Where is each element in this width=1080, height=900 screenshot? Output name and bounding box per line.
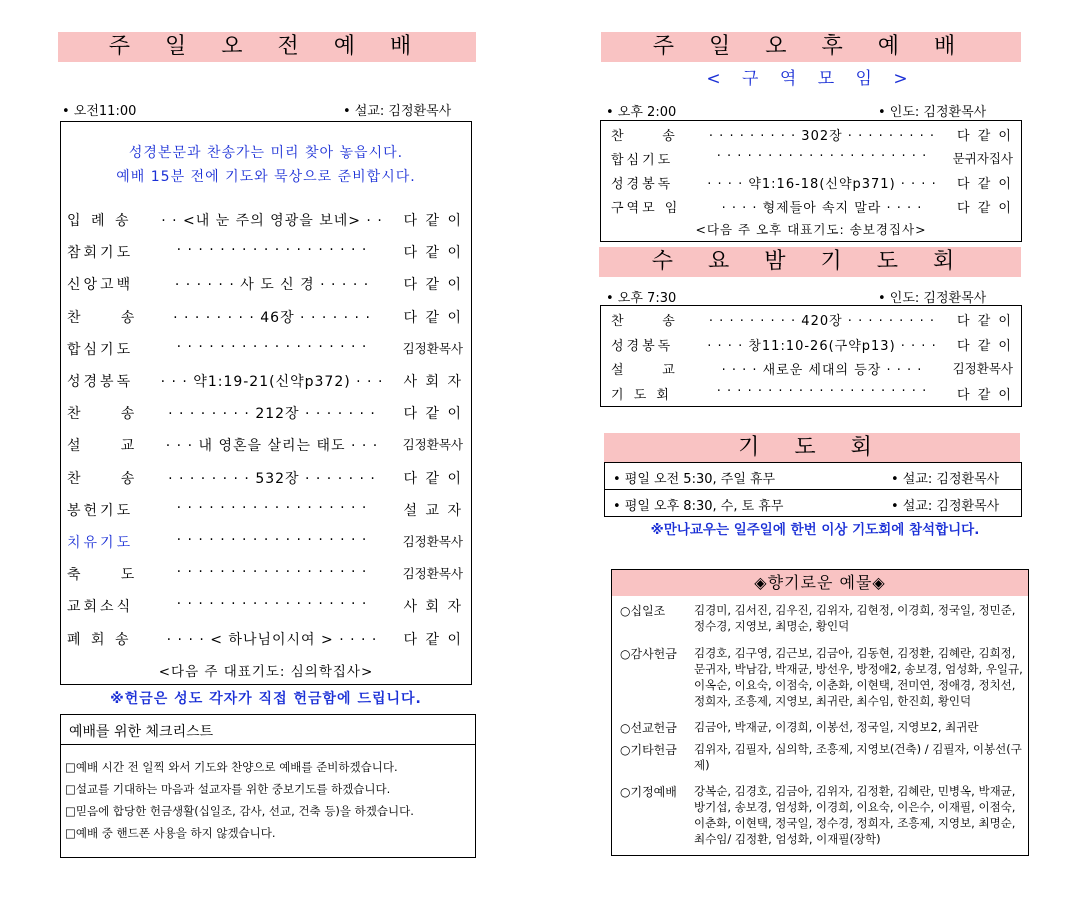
offering-group-name: ○기타헌금	[620, 743, 677, 757]
prayer-meeting-preacher: • 설교: 김정환목사	[891, 499, 1000, 514]
offering-note: ※헌금은 성도 각자가 직접 헌금함에 드립니다.	[110, 691, 422, 707]
order-content: · · · · 형제들아 속지 말라 · · · ·	[721, 201, 923, 216]
order-leader: 다 같 이	[957, 201, 1013, 216]
order-leader: 사 회 자	[403, 374, 463, 390]
order-label: 신앙고백	[67, 277, 134, 294]
order-row	[67, 403, 463, 423]
order-row	[611, 149, 1013, 169]
order-label: 폐 회 송	[67, 631, 132, 648]
order-leader: 김정환목사	[402, 534, 463, 549]
order-row	[611, 173, 1013, 193]
checklist-box	[60, 714, 476, 858]
order-label: 찬 송	[67, 406, 138, 423]
offerings-title: ◈향기로운 예물◈	[612, 570, 1028, 596]
offering-group-names: 김위자, 김필자, 심의학, 조흥제, 지영보(건축) / 김필자, 이봉선(구제)	[694, 742, 1022, 772]
order-label: 입 례 송	[67, 213, 132, 229]
morning-order-box	[60, 121, 472, 685]
wednesday-service-leader: • 인도: 김정환목사	[878, 291, 987, 306]
order-label: 축 도	[67, 567, 138, 584]
order-row	[67, 435, 463, 455]
checklist-header	[61, 715, 475, 745]
offerings-box	[611, 569, 1029, 856]
order-row	[67, 242, 463, 262]
offering-group-names: 김경호, 김구영, 김근보, 김금아, 김동현, 김정환, 김혜란, 김희정, 문귀자, 박남감, 박재균, 방선우, 방정애2, 송보경, 엄성화, 우일규, 이옥순, 이요숙, 이점숙, 이춘화, 이현택, 전미연, 정애경, 정치선, 정희자, 조흥제, 지영보, 최귀란, 최수임, 한진희, 황인덕	[694, 646, 1023, 708]
order-row	[67, 532, 463, 552]
order-row	[67, 339, 463, 359]
order-content: · · · · · · 사 도 신 경 · · · · ·	[174, 277, 370, 294]
order-content: · · <내 눈 주의 영광을 보네> · ·	[161, 213, 383, 229]
intro-line-2: 예배 15분 전에 기도와 묵상으로 준비합시다.	[116, 169, 416, 185]
order-content: · · · · · · · · · · · · · · · · · ·	[176, 532, 368, 548]
checklist-item: □설교를 기대하는 마음과 설교자를 위한 중보기도를 하겠습니다.	[65, 782, 391, 796]
order-content: · · · · 창11:10-26(구약p13) · · · ·	[707, 338, 937, 354]
order-row	[67, 500, 463, 520]
order-row	[67, 564, 463, 584]
order-row	[67, 371, 463, 391]
offering-group-names: 김금아, 박재균, 이경희, 이봉선, 정국일, 지영보2, 최귀란	[694, 720, 979, 734]
order-row	[611, 359, 1013, 379]
afternoon-service-title: 주 일 오 후 예 배	[601, 32, 1021, 62]
checklist-item: □예배 시간 전 일찍 와서 기도와 찬양으로 예배를 준비하겠습니다.	[65, 760, 398, 774]
order-content: · · · · · · · · · · · · · · · · · ·	[176, 564, 368, 581]
prayer-meeting-note: ※만나교우는 일주일에 한번 이상 기도회에 참석합니다.	[650, 522, 980, 538]
prayer-meeting-title: 기 도 회	[604, 433, 1020, 463]
order-content: · · · · · · · · · · · · · · · · · ·	[176, 242, 368, 259]
order-label: 찬 송	[611, 314, 678, 329]
order-row	[67, 629, 463, 649]
order-leader: 다 같 이	[403, 309, 463, 326]
order-row	[611, 310, 1013, 330]
order-row	[611, 125, 1013, 145]
wednesday-service-title: 수 요 밤 기 도 회	[599, 247, 1021, 277]
checklist-title: 예배를 위한 체크리스트	[69, 724, 214, 740]
checklist-item: □믿음에 합당한 헌금생활(십일조, 감사, 선교, 건축 등)을 하겠습니다.	[65, 804, 414, 818]
order-row	[67, 596, 463, 616]
order-content: · · · · · · · · 212장 · · · · · · ·	[168, 406, 376, 423]
order-leader: 문귀자집사	[952, 151, 1013, 166]
intro-line-1: 성경본문과 찬송가는 미리 찾아 놓읍시다.	[128, 145, 404, 161]
order-content: · · · · 약1:16-18(신약p371) · · · ·	[707, 177, 937, 192]
order-leader: 다 같 이	[957, 177, 1013, 192]
order-label: 기 도 회	[611, 387, 672, 403]
afternoon-order-box	[600, 120, 1022, 242]
offering-group-names: 강복순, 김경호, 김금아, 김위자, 김정환, 김혜란, 민병옥, 박재균, 방기섭, 송보경, 엄성화, 이경희, 이요숙, 이은수, 이재필, 이점숙, 이춘화, 이현택, 정국일, 정수경, 정희자, 조흥제, 지영보, 최명순, 최수임/ 김정환, 엄성화, 이재필(장학)	[694, 784, 1016, 846]
order-row	[611, 335, 1013, 355]
wednesday-service-time: • 오후 7:30	[606, 291, 677, 306]
order-label: 찬 송	[611, 129, 678, 144]
order-content: · · · · · · · · · · · · · · · · · · · · ·	[716, 149, 928, 164]
order-leader: 김정환목사	[402, 437, 463, 453]
order-label: 합심기도	[611, 153, 674, 168]
order-leader: 다 같 이	[957, 314, 1013, 329]
order-label: 치유기도	[67, 535, 134, 551]
order-leader: 설 교 자	[403, 502, 463, 519]
prayer-meeting-row	[605, 490, 1021, 517]
order-label: 합심기도	[67, 341, 134, 358]
order-leader: 다 같 이	[403, 213, 463, 229]
order-leader: 다 같 이	[957, 129, 1013, 144]
afternoon-service-time: • 오후 2:00	[606, 105, 677, 120]
offering-group-names: 김경미, 김서진, 김우진, 김위자, 김현정, 이경희, 정국일, 정민준, 정수경, 지영보, 최명순, 황인덕	[694, 603, 1016, 633]
offering-group-name: ○기정예배	[620, 785, 677, 799]
order-content: · · · · · · · · · · · · · · · · · · · · ·	[716, 383, 928, 399]
order-leader: 다 같 이	[403, 406, 463, 423]
order-leader: 다 같 이	[403, 245, 463, 262]
order-label: 참회기도	[67, 245, 134, 262]
order-label: 성경봉독	[611, 338, 674, 354]
order-content: · · · 약1:19-21(신약p372) · · ·	[160, 374, 384, 390]
prayer-meeting-time: • 평일 오후 8:30, 수, 토 휴무	[613, 499, 784, 514]
offering-group-name: ○감사헌금	[620, 647, 677, 661]
order-label: 교회소식	[67, 599, 134, 616]
prayer-meeting-box	[604, 462, 1022, 517]
order-row	[611, 197, 1013, 217]
order-row	[67, 307, 463, 327]
prayer-meeting-row	[605, 463, 1021, 490]
order-label: 설 교	[67, 438, 138, 455]
order-content: · · · · · · · · 532장 · · · · · · ·	[168, 470, 376, 487]
afternoon-next-prayer: <다음 주 오후 대표기도: 송보경집사>	[695, 222, 927, 237]
offering-group-name: ○선교헌금	[620, 721, 677, 735]
prayer-meeting-preacher: • 설교: 김정환목사	[891, 472, 1000, 487]
order-content: · · · · · · · · · · · · · · · · · ·	[176, 499, 368, 516]
morning-service-title: 주 일 오 전 예 배	[58, 32, 476, 62]
afternoon-service-leader: • 인도: 김정환목사	[878, 105, 987, 120]
order-leader: 김정환목사	[402, 566, 463, 582]
checklist-item: □예배 중 핸드폰 사용을 하지 않겠습니다.	[65, 826, 276, 840]
wednesday-order-box	[600, 305, 1022, 407]
order-row	[611, 384, 1013, 404]
order-content: · · · · 새로운 세대의 등장 · · · ·	[721, 363, 923, 378]
order-content: · · · · < 하나님이시여 > · · · ·	[166, 631, 378, 648]
order-leader: 다 같 이	[403, 277, 463, 294]
order-label: 찬 송	[67, 470, 138, 487]
order-label: 성경봉독	[611, 177, 674, 192]
morning-service-time: • 오전11:00	[62, 104, 137, 119]
order-label: 봉헌기도	[67, 502, 134, 519]
order-leader: 다 같 이	[957, 387, 1013, 403]
order-leader: 다 같 이	[403, 631, 463, 648]
next-week-prayer: <다음 주 대표기도: 심의학집사>	[158, 664, 374, 680]
order-label: 구역모 임	[611, 201, 681, 216]
order-content: · · · 내 영혼을 살리는 태도 · · ·	[165, 438, 379, 455]
order-content: · · · · · · · · · · · · · · · · · ·	[176, 338, 368, 355]
order-content: · · · · · · · · 46장 · · · · · · ·	[173, 309, 371, 326]
order-leader: 다 같 이	[957, 338, 1013, 354]
order-row	[67, 210, 463, 230]
order-leader: 다 같 이	[403, 470, 463, 487]
afternoon-service-subtitle: < 구 역 모 임 >	[706, 69, 916, 89]
order-content: · · · · · · · · · 420장 · · · · · · · · ·	[708, 314, 936, 329]
order-content: · · · · · · · · · · · · · · · · · ·	[176, 596, 368, 613]
order-row	[67, 468, 463, 488]
order-row	[67, 274, 463, 294]
prayer-meeting-time: • 평일 오전 5:30, 주일 휴무	[613, 472, 776, 487]
order-label: 설 교	[611, 363, 678, 378]
offering-group-name: ○십일조	[620, 604, 666, 618]
order-content: · · · · · · · · · 302장 · · · · · · · · ·	[708, 129, 936, 144]
order-leader: 김정환목사	[952, 361, 1013, 376]
order-leader: 김정환목사	[402, 340, 463, 356]
order-leader: 사 회 자	[403, 599, 463, 616]
morning-service-preacher: • 설교: 김정환목사	[343, 104, 452, 119]
order-label: 찬 송	[67, 309, 138, 326]
order-label: 성경봉독	[67, 374, 134, 390]
